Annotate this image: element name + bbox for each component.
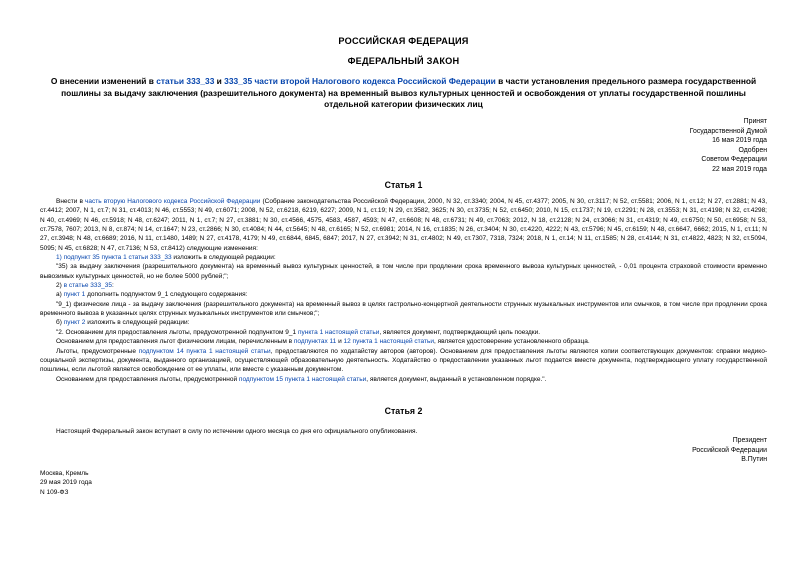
title-link-333-33[interactable]: статьи 333_33 (156, 76, 215, 86)
adopted-date: 16 мая 2019 года (712, 137, 767, 144)
quote-link[interactable]: пункта 1 настоящей статьи (297, 328, 380, 336)
item-2-text: : (111, 282, 114, 290)
quote-link[interactable]: подпунктом 14 пункта 1 настоящей статьи (138, 347, 271, 355)
quote-link[interactable]: подпунктах 11 (293, 338, 337, 346)
intro-link[interactable]: часть вторую Налогового кодекса Российской Федерации (85, 198, 261, 205)
item-2a (40, 290, 767, 299)
signature-block (547, 436, 767, 465)
item-2-text: 2) (56, 282, 64, 290)
law-title (40, 76, 767, 111)
footer-block (40, 469, 92, 497)
item-2b-text: изложить в следующей редакции: (85, 319, 190, 327)
item-2b (40, 318, 767, 327)
footer-place: Москва, Кремль (40, 470, 89, 477)
quote-text: Основанием для предоставления льготы, предусмотренной (56, 375, 239, 383)
item-1-link[interactable]: 1) подпункт 35 пункта 1 статьи 333_33 (56, 254, 172, 262)
title-link-333-35[interactable]: 333_35 части второй Налогового кодекса Российской Федерации (224, 76, 496, 86)
title-text: в части установления предельного размера государственной пошлины за выдачу заключения (разрешительного документа) на временный вывоз культурных ценностей и освобождения от уплаты государственной пошлины отдельной категории физических лиц (61, 76, 757, 109)
item-2-link[interactable]: в статье 333_35 (63, 282, 112, 290)
item-2b-link[interactable]: пункт 2 (63, 319, 86, 327)
doc-type-heading: ФЕДЕРАЛЬНЫЙ ЗАКОН (347, 56, 460, 66)
article-2-body (40, 427, 767, 436)
item-1 (40, 253, 767, 262)
quote-text: Льготы, предусмотренные (56, 347, 139, 355)
adoption-block (547, 117, 767, 174)
quote-paragraph-5 (40, 375, 767, 384)
intro-text: (Собрание законодательства Российской Федерации, 2000, N 32, ст.3340; 2004, N 45, ст.4377; 2005, N 30, ст.3117; N 52, ст.5581; 2006, N 1, ст.12; N 27, ст.2881; N 43, ст.4412; 2007, N 1, ст.7; N 31, ст.4013; N 46, ст.5553; N 49, ст.6071; 2008, N 52, ст.6218, 6219, 6227; 2009, N 1, ст.19; N 29, ст.3582, 3625; N 30, ст.3735; N 52, ст.6450; 2010, N 15, ст.1737; N 19, ст.2291; N 28, ст.3553; N 31, ст.4198; N 32, ст.4298; N 40, ст.4969; N 46, ст.5918; N 48, ст.6247; 2011, N 1, ст.7; N 27, ст.3881; N 30, ст.4566, 4575, 4583, 4587, 4593; N 47, ст.6608; N 48, ст.6731; N 49, ст.7063; 2012, N 18, ст.2128; N 24, ст.3066; N 31, ст.4319; N 49, ст.6750; N 50, ст.6958; N 53, ст.7578, 7607; 2013, N 8, ст.874; N 14, ст.1647; N 23, ст.2866; N 30, ст.4084; N 44, ст.5645; N 48, ст.6165; N 52, ст.6981; 2014, N 16, ст.1835; N 26, ст.3404; N 30, ст.4220, 4222; N 43, ст.5796; N 45, ст.6159; N 48, ст.6647, 6662; 2015, N 1, ст.11; N 27, ст.3948; N 48, ст.6689; 2016, N 11, ст.1480, 1489; N 27, ст.4178, 4179; N 49, ст.6844, 6845, 6847; 2017, N 27, ст.3942; N 31, ст.4802; N 49, ст.7307, 7318, 7324; 2018, N 1, ст.14; N 11, ст.1585; N 28, ст.4144; N 31, ст.4822, 4823; N 32, ст.5094, 5095; N 45, ст.6828; N 47, ст.7136; N 53, ст.8412) следующие изменения: (40, 198, 767, 252)
quote-link[interactable]: 12 пункта 1 настоящей статьи (343, 338, 435, 346)
quote-link[interactable]: подпунктом 15 пункта 1 настоящей статьи (238, 375, 367, 383)
footer-date: 29 мая 2019 года (40, 479, 92, 487)
quote-text: , является документ, выданный в установленном порядке.". (366, 375, 547, 383)
quote-text: , является удостоверение установленного образца. (434, 338, 590, 346)
title-text: и (214, 76, 225, 86)
article-2-heading: Статья 2 (384, 406, 423, 416)
item-2a-text: дополнить подпунктом 9_1 следующего содержания: (85, 291, 248, 299)
adopted-by: Государственной Думой (689, 127, 767, 135)
quote-text: , предоставляются по ходатайству авторов (авторов). Основанием для предоставления льготы являются копии соответствующих документов: справки медико-социальной экспертизы, документа, выданного организацией, осуществляющей образовательную деятельность. Ходатайство о предоставлении указанных льгот подается вместе документа, подтверждающего уплату государственной пошлины, если льготой является освобождение от ее уплаты, или вместе с указанным документом. (40, 347, 767, 374)
quote-paragraph-2 (40, 328, 767, 337)
quote-text: и (336, 338, 344, 346)
quote-text: , является документ, подтверждающий цель поездки. (379, 328, 541, 336)
footer-number: N 109-ФЗ (40, 488, 69, 496)
item-1-quote: "35) за выдачу заключения (разрешительного документа) на временный вывоз культурных ценностей, в том числе при продлении срока временного вывоза культурных ценностей, - 0,01 процента страховой стоимости временно вывозимых культурных ценностей, но не более 5000 рублей;"; (40, 263, 767, 280)
title-text: О внесении изменений в (50, 76, 157, 86)
country-heading: РОССИЙСКАЯ ФЕДЕРАЦИЯ (338, 36, 469, 46)
signature-country: Российской Федерации (692, 446, 767, 454)
item-2b-text: б) (56, 319, 64, 327)
approved-label: Одобрен (738, 146, 767, 154)
signature-title: Президент (732, 437, 767, 444)
intro-paragraph (40, 197, 767, 253)
item-2a-link[interactable]: пункт 1 (63, 291, 86, 299)
intro-text: Внести в (56, 198, 86, 205)
adopted-label: Принят (743, 118, 767, 125)
approved-by: Советом Федерации (701, 156, 767, 163)
quote-text: "2. Основанием для предоставления льготы, предусмотренной подпунктом 9_1 (56, 328, 298, 336)
item-1-text: изложить в следующей редакции: (171, 254, 276, 262)
quote-paragraph-3 (40, 337, 767, 346)
article-1-heading: Статья 1 (384, 180, 423, 190)
item-2a-quote: "9_1) физические лица - за выдачу заключения (разрешительного документа) на временный вывоз в целях гастрольно-концертной деятельности струнных музыкальных инструментов или смычков, в том числе при продлении срока временного вывоза в указанных целях струнных музыкальных инструментов или смычков;"; (40, 300, 767, 318)
quote-paragraph-4 (40, 347, 767, 375)
approved-date: 22 мая 2019 года (712, 165, 767, 173)
quote-text: Основанием для предоставления льгот физическим лицам, перечисленным в (56, 338, 294, 346)
article-1-body (40, 197, 767, 384)
item-2a-text: а) (56, 291, 64, 299)
signature-name: В.Путин (741, 456, 767, 463)
item-2 (40, 281, 767, 290)
article-2-text: Настоящий Федеральный закон вступает в силу по истечении одного месяца со дня его официального опубликования. (56, 428, 418, 435)
